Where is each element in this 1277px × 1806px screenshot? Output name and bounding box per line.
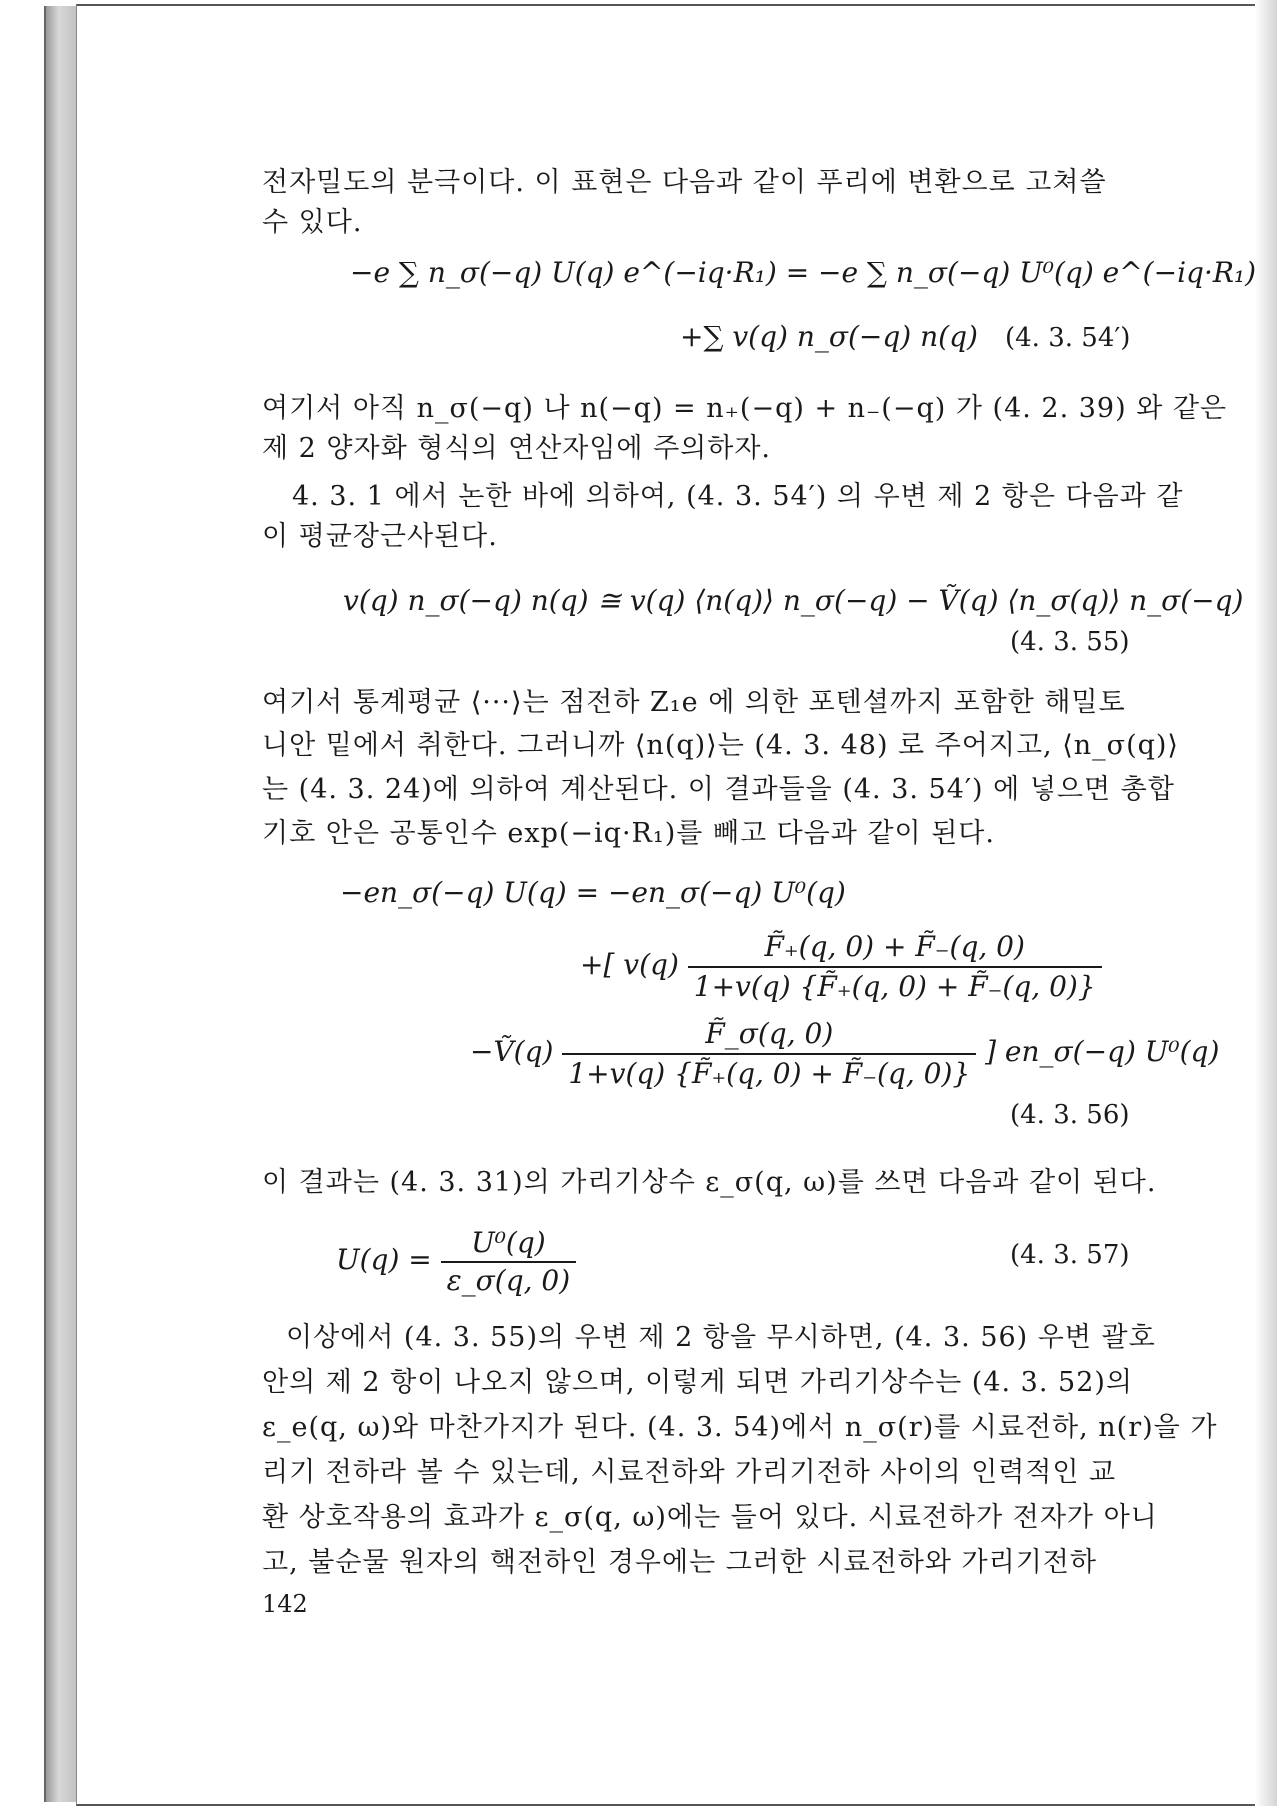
page-number: 142 [262,1590,308,1618]
paragraph-line: 고, 불순물 원자의 핵전하인 경우에는 그러한 시료전하와 가리기전하 [262,1547,1097,1578]
paragraph-line: 니안 밑에서 취한다. 그러니까 ⟨n(q)⟩는 (4. 3. 48) 로 주어지고, ⟨n_σ(q)⟩ [262,730,1179,761]
paragraph-line: 수 있다. [262,207,363,238]
paragraph-line: 리기 전하라 볼 수 있는데, 시료전하와 가리기전하 사이의 인력적인 교 [262,1457,1117,1488]
paragraph-line: ε_e(q, ω)와 마찬가지가 된다. (4. 3. 54)에서 n_σ(r)를 시료전하, n(r)을 가 [262,1412,1218,1443]
book-spine [44,6,78,1802]
equation-4-3-56-line1: −en_σ(−q) U(q) = −en_σ(−q) U⁰(q) [340,876,846,909]
fraction [441,1225,577,1299]
equation-4-3-56-line2 [580,925,1102,1005]
paragraph-line: 4. 3. 1 에서 논한 바에 의하여, (4. 3. 54′) 의 우변 제 2 항은 다음과 같 [292,481,1184,512]
paragraph-line: 제 2 양자화 형식의 연산자임에 주의하자. [262,433,771,464]
equation-term: U(q) = [336,1243,432,1276]
fraction [562,1015,976,1093]
paragraph-line: 안의 제 2 항이 나오지 않으며, 이렇게 되면 가리기상수는 (4. 3. 52)의 [262,1367,1133,1398]
paragraph-line: 환 상호작용의 효과가 ε_σ(q, ω)에는 들어 있다. 시료전하가 전자가 아니 [262,1502,1158,1533]
paragraph-line: 여기서 통계평균 ⟨···⟩는 점전하 Z₁e 에 의한 포텐셜까지 포함한 해밀토 [262,687,1126,718]
fraction [688,928,1102,1006]
equation-term: ] en_σ(−q) U⁰(q) [985,1035,1220,1068]
equation-number: (4. 3. 54′) [1005,323,1131,353]
paragraph-line: 이 평균장근사된다. [262,521,498,552]
equation-4-3-56-line3 [470,1012,1219,1092]
equation-number: (4. 3. 55) [1010,627,1130,657]
equation-number: (4. 3. 57) [1010,1240,1130,1270]
equation-term: −Ṽ(q) [470,1035,554,1068]
fraction-numerator: F̃_σ(q, 0) [562,1015,976,1055]
equation-4-3-54-line2: +∑ v(q) n_σ(−q) n(q) [680,320,978,353]
paragraph-line: 이 결과는 (4. 3. 31)의 가리기상수 ε_σ(q, ω)를 쓰면 다음과 같이 된다. [262,1167,1157,1198]
equation-4-3-55: v(q) n_σ(−q) n(q) ≅ v(q) ⟨n(q)⟩ n_σ(−q) − Ṽ(q) ⟨n_σ(q)⟩ n_σ(−q) [343,584,1244,617]
paragraph-line: 는 (4. 3. 24)에 의하여 계산된다. 이 결과들을 (4. 3. 54′) 에 넣으면 총합 [262,774,1175,805]
equation-4-3-57 [336,1220,576,1300]
fraction-denominator: 1+v(q) {F̃₊(q, 0) + F̃₋(q, 0)} [568,1056,971,1090]
equation-term: +[ v(q) [580,948,679,981]
fraction-denominator: 1+v(q) {F̃₊(q, 0) + F̃₋(q, 0)} [693,969,1096,1003]
paragraph-line: 전자밀도의 분극이다. 이 표현은 다음과 같이 푸리에 변환으로 고쳐쓸 [262,167,1107,198]
paragraph-line: 기호 안은 공통인수 exp(−iq·R₁)를 빼고 다음과 같이 된다. [262,818,995,849]
fraction-numerator: U⁰(q) [441,1225,577,1263]
paragraph-line: 여기서 아직 n_σ(−q) 나 n(−q) = n₊(−q) + n₋(−q) 가 (4. 2. 39) 와 같은 [262,393,1228,424]
fraction-denominator: ε_σ(q, 0) [446,1263,571,1297]
paragraph-line: 이상에서 (4. 3. 55)의 우변 제 2 항을 무시하면, (4. 3. 56) 우변 괄호 [286,1322,1156,1353]
page-edge-shadow [1255,0,1277,1806]
equation-number: (4. 3. 56) [1010,1100,1130,1130]
fraction-numerator: F̃₊(q, 0) + F̃₋(q, 0) [688,928,1102,968]
equation-4-3-54-line1: −e ∑ n_σ(−q) U(q) e^(−iq·R₁) = −e ∑ n_σ(−q) U⁰(q) e^(−iq·R₁) [350,256,1257,289]
